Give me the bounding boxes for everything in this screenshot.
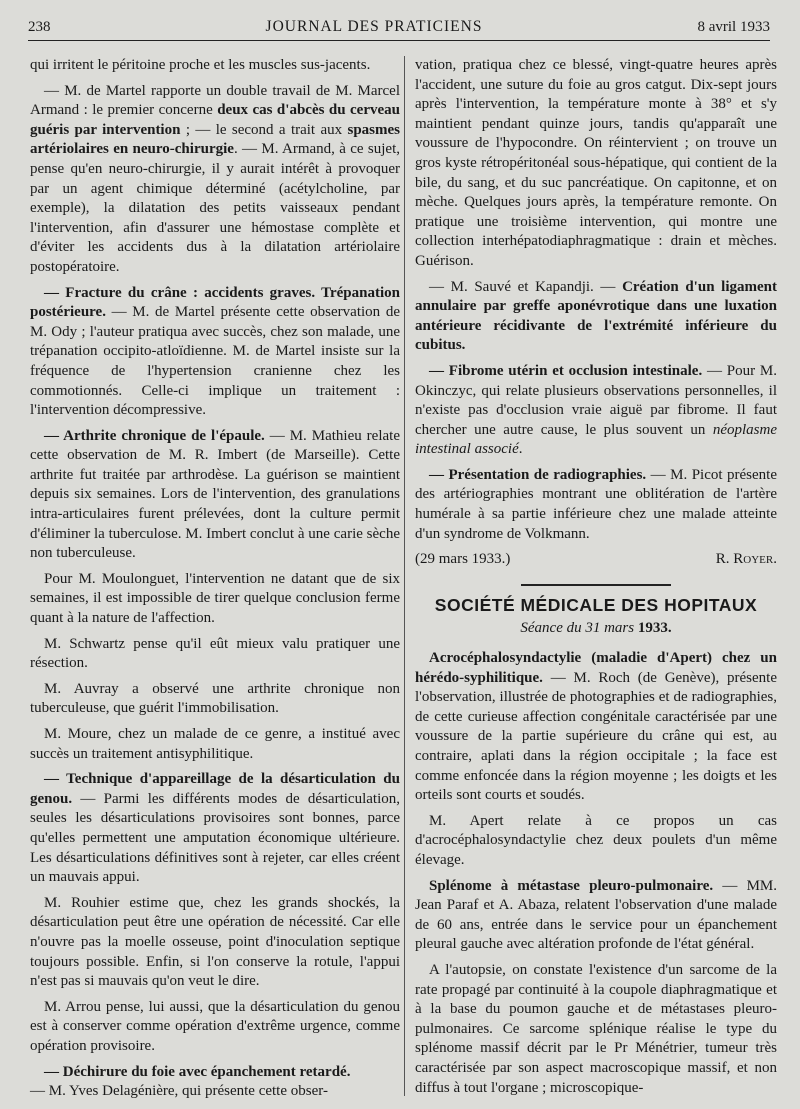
column-divider <box>404 56 405 1096</box>
report-date: (29 mars 1933.) <box>415 551 511 568</box>
paragraph: M. Auvray a observé une arthrite chronique non tuberculeuse, que guérit l'immobilisation. <box>30 680 400 717</box>
paragraph: — M. de Martel rapporte un double travail de M. Marcel Armand : le premier concerne deux cas d'abcès du cerveau guéris par intervention ; — le second a trait aux spasmes artériolaires en neuro-chirurgie. — M. Armand, à ce sujet, pense qu'en neuro-chirurgie, il y aurait intérêt à provoquer par un agent chimique déterminé (acétylcholine, par exemple), la dilatation des petits vaisseaux pendant l'intervention, afin d'assurer une hémostase complète et d'éviter les accidents dus à la dilatation artériolaire postopératoire. <box>30 82 401 275</box>
paragraph: — Déchirure du foie avec épanchement retardé. — M. Yves Delagénière, qui présente cette obser- <box>30 1063 351 1100</box>
paragraph: — Fibrome utérin et occlusion intestinale. — Pour M. Okinczyc, qui relate plusieurs observations personnelles, il n'existe pas d'occlusion vraie aiguë par fibrome. Il faut chercher une autre cause, le plus souvent un néoplasme intestinal associé. <box>415 362 777 458</box>
paragraph: A l'autopsie, on constate l'existence d'un sarcome de la rate propagé par continuité à la coupole diaphragmatique et à la base du poumon gauche et de métastases pleuro-pulmonaires. Ce sarcome splénique réalise le type du splénome massif décrit par le Pr Ménétrier, tumeur très caractérisée par son aspect macroscopique massif, et non diffus à tout l'organe ; microscopique- <box>415 961 777 1096</box>
page-header <box>28 14 770 41</box>
paragraph: vation, pratiqua chez ce blessé, vingt-quatre heures après l'accident, une suture du foie au gros catgut. Dix-sept jours après l'intervention, la température monte à 38° et s'y maintient pendant quinze jours, tandis qu'apparaît une voussure de l'hypocondre. On réintervient ; on trouve un gros kyste rétropéritonéal sous-hépatique, qui contient de la bile, du sang, et du suc pancréatique. On capitonne, et on mèche. Quelques jours après, la température remonte. On pratique une troisième intervention, qui montre une collection interhépatodiaphragmatique : drain et mèches. Guérison. <box>415 57 777 269</box>
paragraph: Splénome à métastase pleuro-pulmonaire. — MM. Jean Paraf et A. Abaza, relatent l'observation d'une malade de 60 ans, entrée dans le service pour un épanchement pleural gauche avec altération profonde de l'état général. <box>415 877 777 953</box>
section-heading: Création d'un ligament annulaire par greffe aponévrotique dans une luxation antérieure récidivante de l'extrémité inférieure du cubitus. <box>415 278 777 354</box>
section-heading: Acrocéphalosyndactylie (maladie d'Apert) chez un hérédo-syphilitique. <box>415 650 777 686</box>
report-author: R. Royer. <box>715 551 777 568</box>
section-rule <box>521 584 671 586</box>
paragraph: Pour M. Moulonguet, l'intervention ne datant que de six semaines, il est impossible de tirer quelque conclusion ferme quant à la nature de l'affection. <box>30 570 400 627</box>
paragraph: M. Arrou pense, lui aussi, que la désarticulation du genou est à conserver comme opération d'extrême urgence, comme opération provisoire. <box>30 998 400 1054</box>
section-heading: — Fibrome utérin et occlusion intestinale. <box>429 362 703 379</box>
left-column <box>30 56 400 1108</box>
right-column <box>415 56 777 1104</box>
paragraph: — Présentation de radiographies. — M. Picot présente des artériographies montrant une oblitération de l'artère humérale à sa partie inférieure chez une malade atteinte d'un syndrome de Volkmann. <box>415 466 777 542</box>
paragraph: Acrocéphalosyndactylie (maladie d'Apert) chez un hérédo-syphilitique. — M. Roch (de Genève), présente l'observation, illustrée de photographies et de radiographies, de cette curieuse affection congénitale caractérisée par une voussure de la partie supérieure du crâne qui est, au contraire, aplati dans la région occipitale ; la face est comme enfoncée dans la région moyenne ; les doigts et les orteils sont courts et soudés. <box>415 650 777 804</box>
session-date: Séance du 31 mars 1933. <box>520 620 672 637</box>
paragraph: M. Moure, chez un malade de ce genre, a institué avec succès un traitement antisyphilitique. <box>30 726 400 762</box>
society-title: SOCIÉTÉ MÉDICALE DES HOPITAUX <box>434 594 758 615</box>
section-heading: — Arthrite chronique de l'épaule. <box>44 427 265 444</box>
journal-title: JOURNAL DES PRATICIENS <box>265 18 483 35</box>
paragraph: M. Schwartz pense qu'il eût mieux valu pratiquer une résection. <box>30 635 400 672</box>
section-heading: — Technique d'appareillage de la désarticulation du genou. <box>30 771 400 807</box>
section-heading: Splénome à métastase pleuro-pulmonaire. <box>429 877 714 894</box>
paragraph: — Fracture du crâne : accidents graves. Trépanation postérieure. — M. de Martel présente cette observation de M. Ody ; l'auteur pratiqua avec succès, chez son malade, une trépanation occipito-atloïdienne. M. de Martel insiste sur la fréquence de l'hypertension cranienne chez les commotionnés. Celle-ci implique un traitement : l'intervention décompressive. <box>30 284 400 419</box>
paragraph: qui irritent le péritoine proche et les muscles sus-jacents. <box>30 57 371 73</box>
paragraph: — Arthrite chronique de l'épaule. — M. Mathieu relate cette observation de M. R. Imbert (de Marseille). Cette arthrite fut traitée par arthrodèse. La guérison se maintient depuis six semaines. Lors de l'intervention, des granulations intra-articulaires furent prélevées, dont la culture permit d'éliminer la tuberculose. M. Imbert conclut à une carie sèche non tuberculeuse. <box>30 427 400 562</box>
paragraph: — M. Sauvé et Kapandji. — Création d'un ligament annulaire par greffe aponévrotique dans une luxation antérieure récidivante de l'extrémité inférieure du cubitus. <box>415 278 777 354</box>
section-heading: — Présentation de radiographies. <box>429 466 647 483</box>
page-number: 238 <box>28 18 51 35</box>
section-heading: — Fracture du crâne : accidents graves. Trépanation postérieure. <box>30 284 400 321</box>
section-heading: — Déchirure du foie avec épanchement retardé. <box>44 1063 351 1080</box>
signature-line <box>415 550 777 570</box>
paragraph: M. Apert relate à ce propos un cas d'acrocéphalosyndactylie chez deux poulets d'un même élevage. <box>415 812 777 868</box>
issue-date: 8 avril 1933 <box>697 18 770 35</box>
paragraph: — Technique d'appareillage de la désarticulation du genou. — Parmi les différents modes de désarticulation, seules les désarticulations provisoires sont bonnes, parce qu'elles permettent une amputation économique ultérieure. Les désarticulations définitives sont à rejeter, car elles créent un mauvais appui. <box>30 771 400 886</box>
paragraph: M. Rouhier estime que, chez les grands shockés, la désarticulation peut être une opération de nécessité. Car elle n'ouvre pas la moelle osseuse, point d'inoculation septique toujours possible. Enfin, si l'on conserve la rotule, l'appui n'est pas si mauvais qu'on veut le dire. <box>30 894 400 990</box>
